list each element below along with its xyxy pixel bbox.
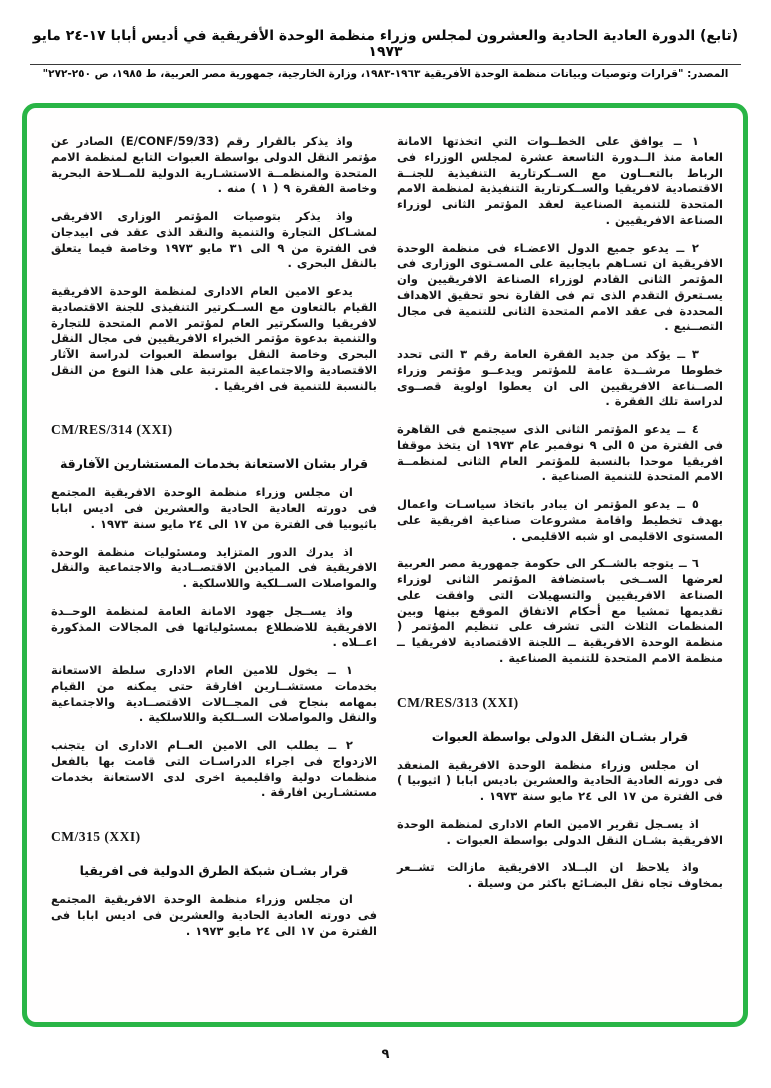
- paragraph: ٢ ــ يطلب الى الامين العــام الادارى ان يتجنب الازدواج فى اجراء الدراسـات التى قامت بها بالفعل منظمات دولية واقليمية اخرى لدى الاستعانة بخدمات مستشـارين افارقة .: [51, 738, 377, 800]
- highlight-frame: [22, 103, 748, 1027]
- paragraph: ان مجلس وزراء منظمة الوحدة الافريقية المجتمع فى دورته العادية الحادية والعشرين فى اديس ابابا باثيوبيا فى الفترة من ١٧ الى ٢٤ مايو سنة ١٩٧٣ .: [51, 485, 377, 531]
- paragraph: ٢ ــ يدعو جميع الدول الاعضـاء فى منظمة الوحدة الافريقية ان تسـاهم بايجابية على المسـتوى الوزارى فى المؤتمر الثانى القادم لوزراء الصناعة الافريقيين وان يسـتعرق التقدم الذى تم فى القارة نحو تحقيق الاهداف المحددة فى عقد الامم المتحدة الثانى للتنمية فى مجال التصــنيع .: [397, 240, 723, 334]
- page-number: ٩: [381, 1047, 390, 1062]
- paragraph: ٦ ــ يتوجه بالشــكر الى حكومة جمهورية مصر العربية لعرضها الســخى باستضافة المؤتمر الثانى لوزراء الصناعة الافريقيين والتسهيلات التى وافقت على تقديمها تمشيا مع أحكام الاتفاق الموقع بينها وبين المنظمات الثلاث التى تشرف على تنظيم المؤتمر ( منظمة الوحدة الافريقية ــ اللجنة الاقتصادية لافريقيا ــ منظمة الامم المتحدة للتنمية الصناعية .: [397, 556, 723, 665]
- paragraph: ٣ ــ يؤكد من جديد الفقرة العامة رقم ٣ التى تحدد خطوطا مرشــدة عامة للمؤتمر ويدعــو مؤتمر وزراء الصــناعة الافريقيين الى ان يعطوا اولوية قصــوى لدراسة تلك الفقرة .: [397, 347, 723, 409]
- document-source-note: المصدر: "قرارات وتوصيات وبيانات منظمة الوحدة الأفريقية ١٩٦٣-١٩٨٣، وزارة الخارجية، جمهورية مصر العربية، ط ١٩٨٥، ص ٢٥٠-٢٧٢": [42, 68, 729, 80]
- paragraph: واذ يلاحظ ان البــلاد الافريقية مازالت تشــعر بمخاوف تجاه نقل البضـائع باكثر من وسيلة .: [397, 860, 723, 890]
- resolution-title: قرار بشـان شبكة الطرق الدولية فى افريقيا: [79, 863, 349, 878]
- page-header: [0, 0, 771, 80]
- resolution-title: قرار بشـان النقل الدولى بواسطة العبوات: [431, 728, 689, 744]
- paragraph: ١ ــ يخول للامين العام الادارى سلطة الاستعانة بخدمات مستشــارين افارقة حتى يمكنه من القيام بمهامه بنجاح فى المجــالات الاقتصــادية والاجتماعية والنقل والمواصلات الســلكية واللاسلكية .: [51, 663, 377, 725]
- resolution-title: قرار بشان الاستعانة بخدمات المستشارين الآفارقة: [59, 456, 369, 472]
- two-column-text: [27, 108, 743, 1022]
- paragraph: ان مجلس وزراء منظمة الوحدة الافريقية المنعقد فى دورته العادية الحادية والعشرين باديس ابابا ( اثيوبيا ) فى الفترة من ١٧ الى ٢٤ مايو سنة ١٩٧٣ .: [397, 757, 723, 803]
- left-column: [51, 134, 377, 1022]
- resolution-ref-cm-315: CM/315 (XXI): [51, 829, 141, 844]
- document-title: (تابع) الدورة العادية الحادية والعشرون لمجلس وزراء منظمة الوحدة الأفريقية في أديس أبابا ١٧-٢٤ مايو ١٩٧٣: [32, 28, 739, 60]
- paragraph: ان مجلس وزراء منظمة الوحدة الافريقية المجتمع فى دورته العادية الحادية والعشرين فى اديس ابابا فى الفترة من ١٧ الى ٢٤ مايو ١٩٧٣ .: [51, 892, 377, 938]
- paragraph: اذ يسـجل تقرير الامين العام الادارى لمنظمة الوحدة الافريقية بشـان النقل الدولى بواسطة العبوات .: [397, 816, 723, 847]
- right-column: [397, 134, 723, 1022]
- paragraph: ٤ ــ يدعو المؤتمر الثانى الذى سيجتمع فى القاهرة فى الفترة من ٥ الى ٩ نوفمبر عام ١٩٧٣ ان يتخذ موقفا افريقيا موحدا بالنسبة للمؤتمر العام الثانى لمنظمــة الامم المتحدة للتنمية الصناعية .: [397, 422, 724, 484]
- paragraph: واذ يســجل جهود الامانة العامة لمنظمة الوحــدة الافريقية للاضطلاع بمسئولياتها فى المجالات المذكورة اعــلاه .: [51, 603, 377, 650]
- paragraph: يدعو الامين العام الادارى لمنظمة الوحدة الافريقية القيام بالتعاون مع الســكرتير التنفيذى للجنة الاقتصادية لافريقيا والسكرتير العام لمؤتمر الامم المتحدة للتجارة والتنمية بدعوة مؤتمر الخبراء الافريقيين فى مجال النقل البحرى وخاصة النقل بواسطة العبوات لدراسة الآثار الاقتصادية والاجتماعية المترتبة على هذا النوع من النقل بالنسبة للتنمية فى افريقيا .: [51, 284, 377, 393]
- paragraph: ١ ــ يوافق على الخطــوات التي اتخذتها الامانة العامة منذ الــدورة التاسعة عشرة لمجلس الوزراء فى الرباط بالتعــاون مع الســكرتارية التنفيذية للجنــة الاقتصادية لافريقيا والســكرتارية التنفيذية لمنظمة الامم المتحدة للتنمية الصناعية لعقد المؤتمر الثانى لوزراء الصناعة الافريقيين .: [397, 134, 723, 227]
- paragraph: اذ يدرك الدور المتزايد ومسئوليات منظمة الوحدة الافريقية فى الميادين الاقتصــادية والاجتماعية والنقل والمواصلات الســلكية واللاسلكية .: [51, 544, 377, 590]
- paragraph: واذ يذكر بالقرار رقم (E/CONF/59/33) الصادر عن مؤتمر النقل الدولى بواسطة العبوات التابع لمنظمة الامم المتحدة والمنظمــة الاستشـارية الدولية للمــلاحة البحرية وخاصة الفقرة ٩ ( ١ ) منه .: [51, 134, 377, 196]
- resolution-ref-cm-res-313: CM/RES/313 (XXI): [397, 694, 519, 710]
- paragraph: ٥ ــ يدعو المؤتمر ان يبادر باتخاذ سياسـات واعمال بهدف تخطيط واقامة مشروعات صناعية افريقية على المستوى الاقليمى او شبه الاقليمى .: [397, 497, 723, 543]
- header-divider: [30, 64, 741, 65]
- paragraph: واذ يذكر بتوصيات المؤتمر الوزارى الافريقى لمشـاكل التجارة والتنمية والنقد الذى عقد فى ابيدجان فى الفترة من ٩ الى ٣١ مايو ١٩٧٣ وخاصة فيما يتعلق بالنقل البحرى .: [51, 209, 377, 271]
- resolution-ref-cm-res-314: CM/RES/314 (XXI): [51, 422, 173, 438]
